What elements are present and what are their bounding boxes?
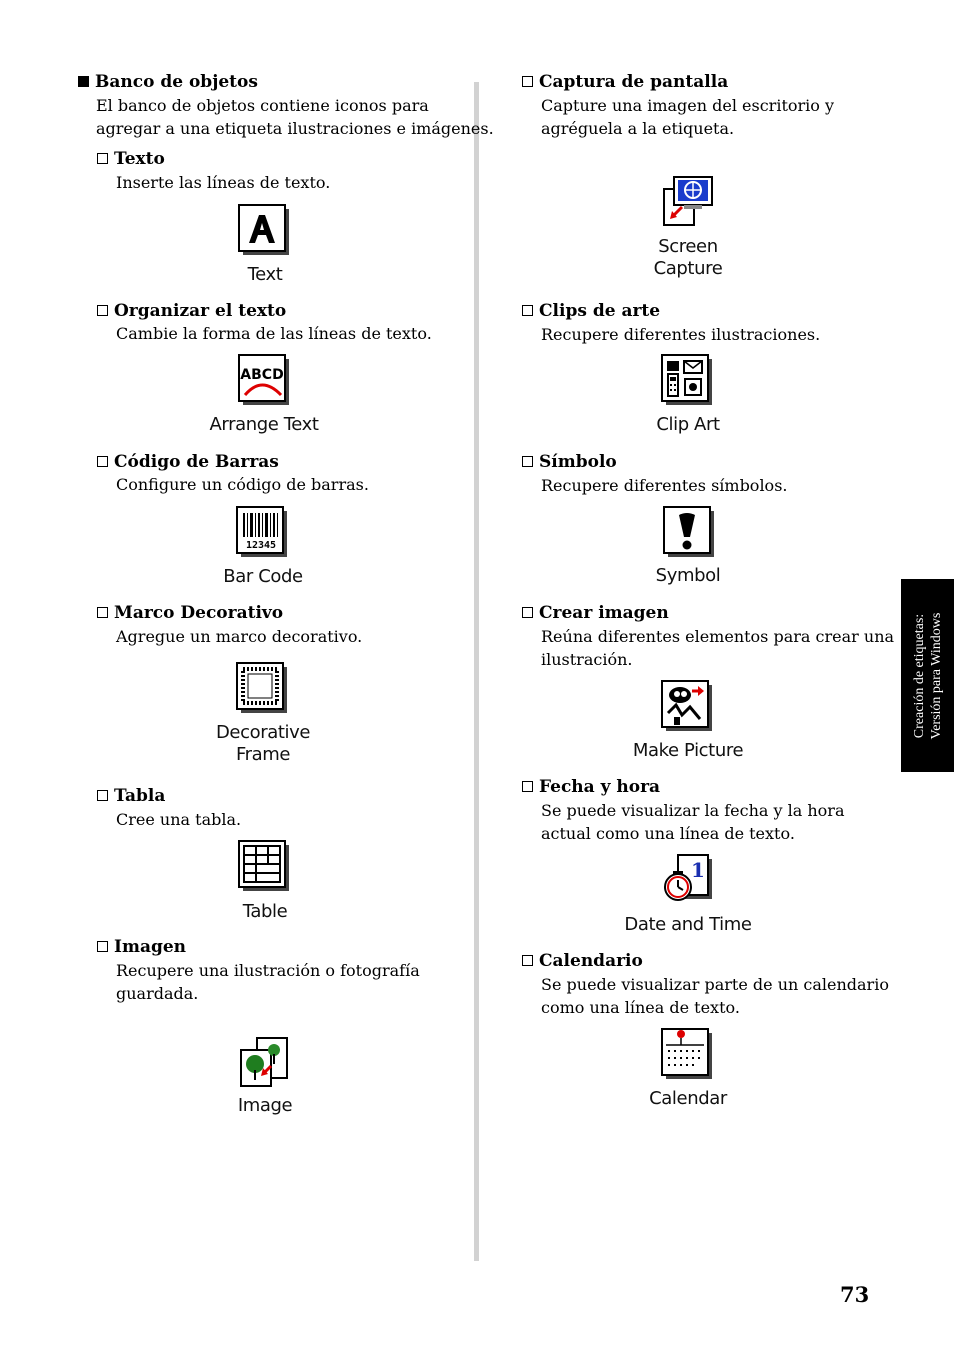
section-title-text: Captura de pantalla [539,72,729,92]
table-caption [165,901,365,923]
bank-title: Banco de objetos [95,72,258,92]
checkbox-icon [522,305,533,316]
desc-line: guardada. [116,984,199,1003]
desc-line: Recupere diferentes símbolos. [541,476,788,495]
make-picture-icon [660,679,714,733]
screen-capture-caption [588,236,788,280]
svg-text:ABCD: ABCD [240,367,284,383]
section-tabla-desc [116,808,241,831]
desc-line: actual como una línea de texto. [541,824,795,843]
checkbox-icon [522,955,533,966]
bank-description [96,94,494,140]
text-caption [165,264,365,286]
desc-line: Reúna diferentes elementos para crear una [541,627,895,646]
desc-line: Inserte las líneas de texto. [116,173,331,192]
section-crear-desc [541,625,894,671]
section-title-text: Clips de arte [539,301,661,321]
checkbox-icon [97,305,108,316]
section-title-text: Código de Barras [114,452,279,472]
caption-line: Decorative [215,722,311,743]
section-title-text: Símbolo [539,452,617,472]
desc-line: Capture una imagen del escritorio y [541,96,835,115]
checkbox-icon [97,790,108,801]
section-title-text: Imagen [114,937,187,957]
caption-line: Arrange Text [209,414,319,435]
desc-line: ilustración. [541,650,633,669]
checkbox-icon [97,607,108,618]
section-clips-title [522,300,660,322]
make-picture-caption [588,740,788,762]
section-captura-title [522,71,728,93]
checkbox-icon [522,781,533,792]
desc-line: Recupere diferentes ilustraciones. [541,325,821,344]
checkbox-icon [522,607,533,618]
symbol-icon [662,505,716,559]
section-clips-desc [541,323,820,346]
caption-line: Clip Art [656,414,720,435]
calendar-caption [588,1088,788,1110]
section-title-text: Crear imagen [539,603,669,623]
column-divider [474,82,479,1261]
section-title-text: Marco Decorativo [114,603,284,623]
desc-line: Agregue un marco decorativo. [116,627,363,646]
section-title-text: Tabla [114,786,166,806]
desc-line: Configure un código de barras. [116,475,369,494]
page-number: 73 [840,1282,870,1307]
caption-line: Image [237,1095,293,1116]
desc-line: agréguela a la etiqueta. [541,119,735,138]
caption-line: Date and Time [624,914,752,935]
desc-line: Recupere una ilustración o fotografía [116,961,420,980]
section-imagen-title [97,936,186,958]
filled-square-bullet [78,76,89,87]
checkbox-icon [97,456,108,467]
section-organizar-title [97,300,286,322]
text-icon [237,203,291,257]
caption-line: Calendar [649,1088,727,1109]
section-tabla-title [97,785,165,807]
section-organizar-desc [116,322,432,345]
section-codigo-title [97,451,279,473]
caption-line: Make Picture [632,740,744,761]
desc-line: Cambie la forma de las líneas de texto. [116,324,432,343]
section-simbolo-title [522,451,617,473]
checkbox-icon [522,76,533,87]
decorative-frame-icon [235,661,289,715]
checkbox-icon [97,153,108,164]
side-tab-text [911,579,945,772]
section-title-text: Organizar el texto [114,301,287,321]
arrange-text-caption [164,414,364,436]
arrange-text-icon [237,353,291,407]
section-calendario-title [522,950,643,972]
section-marco-title [97,602,283,624]
section-title-text: Texto [114,149,165,169]
side-tab-line: Versión para Windows [928,612,944,739]
checkbox-icon [97,941,108,952]
bank-desc-line: El banco de objetos contiene iconos para [96,96,429,115]
section-imagen-desc [116,959,420,1005]
clip-art-caption [588,414,788,436]
caption-line: Screen [658,236,718,257]
section-crear-title [522,602,669,624]
svg-text:12345: 12345 [245,540,277,551]
image-icon [237,1036,291,1090]
caption-line: Bar Code [223,566,303,587]
section-title-text: Fecha y hora [539,777,661,797]
desc-line: Se puede visualizar parte de un calendario [541,975,889,994]
section-fecha-desc [541,799,845,845]
desc-line: como una línea de texto. [541,998,740,1017]
section-texto-title [97,148,165,170]
svg-text:1: 1 [691,858,705,882]
bar-code-caption [163,566,363,588]
section-title-text: Calendario [539,951,643,971]
calendar-icon [660,1027,714,1081]
section-simbolo-desc [541,474,787,497]
section-marco-desc [116,625,362,648]
chapter-side-tab [901,579,954,772]
checkbox-icon [522,456,533,467]
caption-line: Capture [653,258,723,279]
caption-line: Symbol [655,565,721,586]
section-codigo-desc [116,473,369,496]
image-caption [165,1095,365,1117]
desc-line: Cree una tabla. [116,810,242,829]
section-calendario-desc [541,973,889,1019]
screen-capture-icon [660,175,714,229]
bank-desc-line: agregar a una etiqueta ilustraciones e imágenes. [96,119,494,138]
bar-code-icon [235,505,289,559]
caption-line: Table [242,901,288,922]
section-texto-desc [116,171,330,194]
bank-heading [78,71,258,93]
caption-line: Text [247,264,283,285]
clip-art-icon [660,353,714,407]
symbol-caption [588,565,788,587]
decorative-frame-caption [163,722,363,766]
date-and-time-icon [660,853,714,907]
section-fecha-title [522,776,660,798]
date-and-time-caption [588,914,788,936]
caption-line: Frame [235,744,291,765]
section-captura-desc [541,94,834,140]
table-icon [237,839,291,893]
side-tab-line: Creación de etiquetas: [911,613,927,738]
desc-line: Se puede visualizar la fecha y la hora [541,801,845,820]
